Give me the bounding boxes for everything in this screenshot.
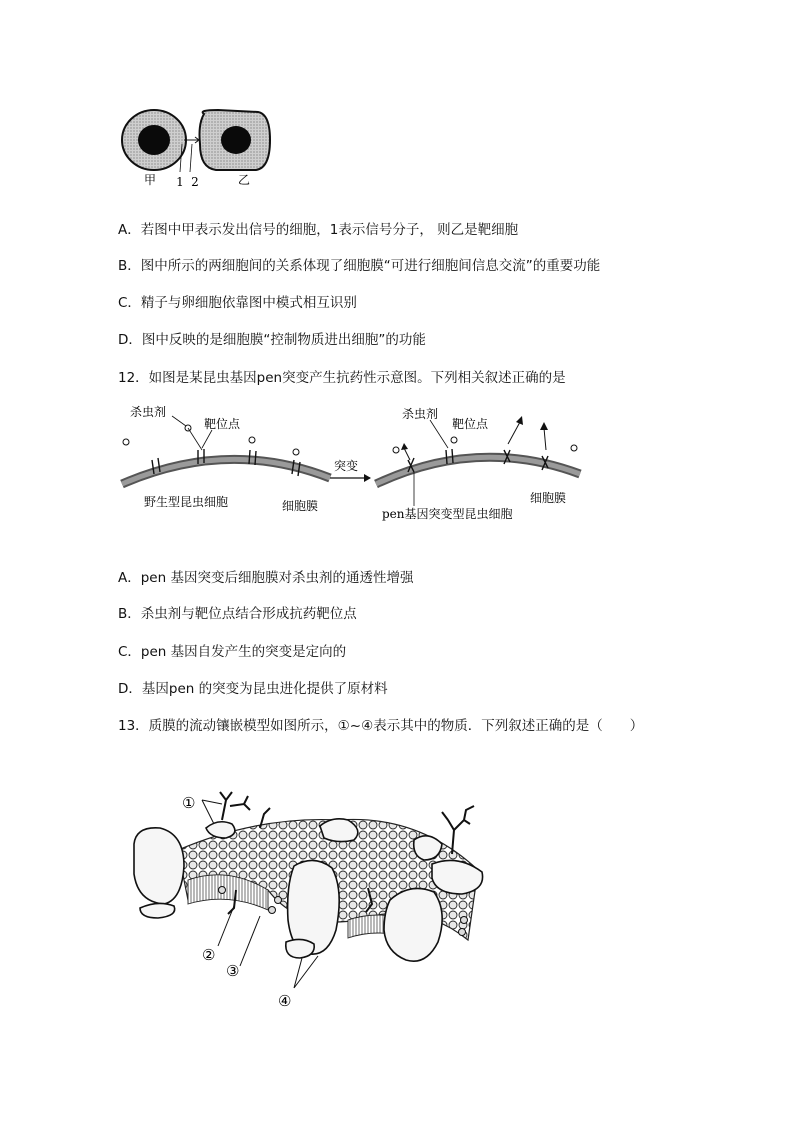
label-jia: 甲	[143, 173, 157, 187]
fluid-mosaic-figure	[118, 770, 498, 1020]
q12-option-b: B．杀虫剂与靶位点结合形成抗药靶位点	[118, 606, 357, 622]
q12-option-c: C．pen 基因自发产生的突变是定向的	[118, 644, 347, 660]
target-label-left: 靶位点	[204, 417, 241, 431]
label-4: ④	[278, 992, 292, 1010]
q11-option-a: A．若图中甲表示发出信号的细胞，1表示信号分子， 则乙是靶细胞	[118, 222, 519, 238]
label-3: ③	[226, 962, 240, 980]
q11-option-b: B．图中所示的两细胞间的关系体现了细胞膜“可进行细胞间信息交流”的重要功能	[118, 258, 601, 274]
q11-option-d: D．图中反映的是细胞膜“控制物质进出细胞”的功能	[118, 332, 426, 348]
q11-option-c: C．精子与卵细胞依靠图中模式相互识别	[118, 295, 357, 311]
cell-signaling-figure	[118, 100, 288, 192]
q12-stem: 12．如图是某昆虫基因pen突变产生抗药性示意图。下列相关叙述正确的是	[118, 370, 566, 386]
q13-stem: 13．质膜的流动镶嵌模型如图所示，①~④表示其中的物质．下列叙述正确的是（ ）	[118, 718, 644, 734]
target-label-right: 靶位点	[452, 417, 489, 431]
q12-option-d: D．基因pen 的突变为昆虫进化提供了原材料	[118, 681, 388, 697]
nucleus-yi	[221, 126, 251, 154]
q12-option-a: A．pen 基因突变后细胞膜对杀虫剂的通透性增强	[118, 570, 414, 586]
label-yi: 乙	[237, 173, 251, 187]
nucleus-jia	[138, 125, 170, 155]
mutation-label: 突变	[334, 459, 359, 473]
insecticide-label-right: 杀虫剂	[402, 407, 439, 421]
insecticide-label-left: 杀虫剂	[130, 405, 167, 419]
mutant-cell-label: pen基因突变型昆虫细胞	[382, 507, 513, 521]
insecticide-molecules-right	[393, 437, 577, 453]
pen-mutation-figure	[118, 398, 588, 523]
label-2: 2	[191, 175, 199, 189]
label-2: ②	[202, 946, 216, 964]
label-1: ①	[182, 794, 196, 812]
label-1: 1	[176, 175, 184, 189]
membrane-label-left: 细胞膜	[282, 499, 319, 513]
membrane-label-right: 细胞膜	[530, 491, 567, 505]
wild-type-cell-label: 野生型昆虫细胞	[144, 495, 229, 509]
